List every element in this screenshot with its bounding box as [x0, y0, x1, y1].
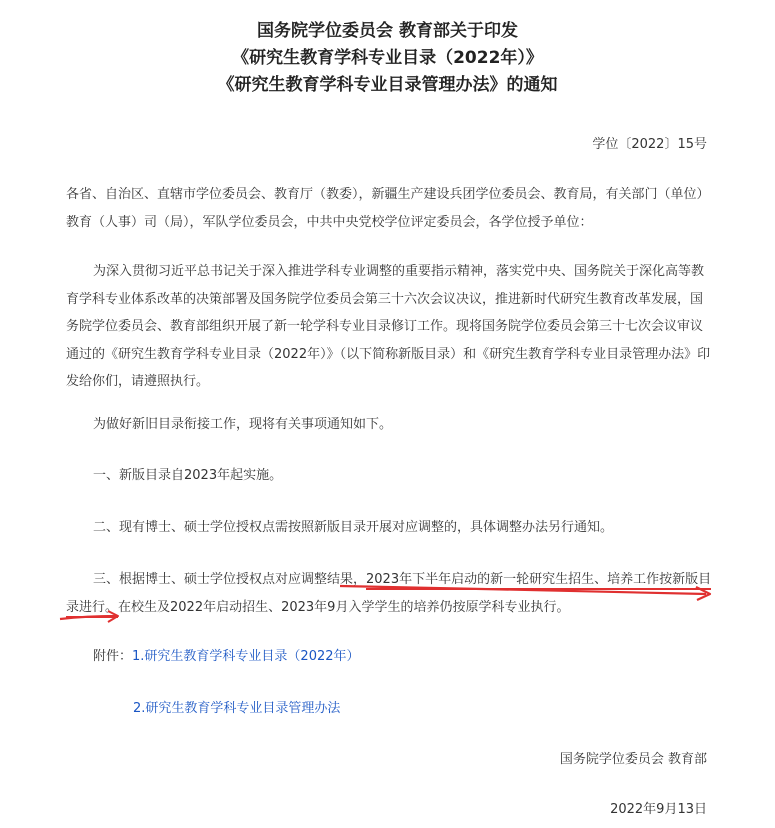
attachments-label: 附件： [93, 649, 133, 664]
title-line-3: 《研究生教育学科专业目录管理办法》的通知 [217, 75, 558, 95]
attachment-1-link[interactable]: 研究生教育学科专业目录（2022年） [144, 649, 360, 664]
attachment-1-number: 1. [132, 649, 145, 664]
issue-date: 2022年9月13日 [610, 802, 707, 817]
attachment-2-link[interactable]: 研究生教育学科专业目录管理办法 [145, 701, 341, 716]
right-arrow-annotation-icon [340, 578, 720, 604]
item-three-highlighted-text: 2023年下半年启动的新一轮研究生招生、培养工作按新版目录进行。 [66, 572, 711, 618]
signature: 国务院学位委员会 教育部 [559, 752, 707, 767]
attachments-line-2 [133, 695, 693, 723]
document-number: 学位〔2022〕15号 [592, 137, 707, 152]
left-arrow-annotation-icon [58, 608, 122, 628]
attachment-2-number: 2. [133, 701, 146, 716]
item-two: 二、现有博士、硕士学位授权点需按照新版目录开展对应调整的，具体调整办法另行通知。 [93, 520, 614, 535]
transition-paragraph: 为做好新旧目录衔接工作，现将有关事项通知如下。 [93, 417, 393, 432]
attachments-line-1 [66, 643, 714, 671]
title-line-2: 《研究生教育学科专业目录（2022年）》 [232, 48, 543, 68]
item-one: 一、新版目录自2023年起实施。 [93, 468, 283, 483]
item-three-lead: 三、根据博士、硕士学位授权点对应调整结果， [93, 572, 367, 587]
intro-paragraph: 为深入贯彻习近平总书记关于深入推进学科专业调整的重要指示精神，落实党中央、国务院关于深化高等教育学科专业体系改革的决策部署及国务院学位委员会第三十六次会议决议，推进新时代研究生教育改革发展，国务院学位委员会、教育部组织开展了新一轮学科专业目录修订工作。现将国务院学位委员会第三十七次会议审议通过的《研究生教育学科专业目录（2022年）》（以下简称新版目录）和《研究生教育学科专业目录管理办法》印发给你们，请遵照执行。 [66, 264, 711, 389]
recipients-paragraph: 各省、自治区、直辖市学位委员会、教育厅（教委），新疆生产建设兵团学位委员会、教育局，有关部门（单位）教育（人事）司（局），军队学位委员会，中共中央党校学位评定委员会，各学位授予单位： [66, 187, 710, 230]
item-three-tail: 在校生及2022年启动招生、2023年9月入学学生的培养仍按原学科专业执行。 [118, 599, 570, 615]
title-line-1: 国务院学位委员会 教育部关于印发 [257, 21, 518, 41]
